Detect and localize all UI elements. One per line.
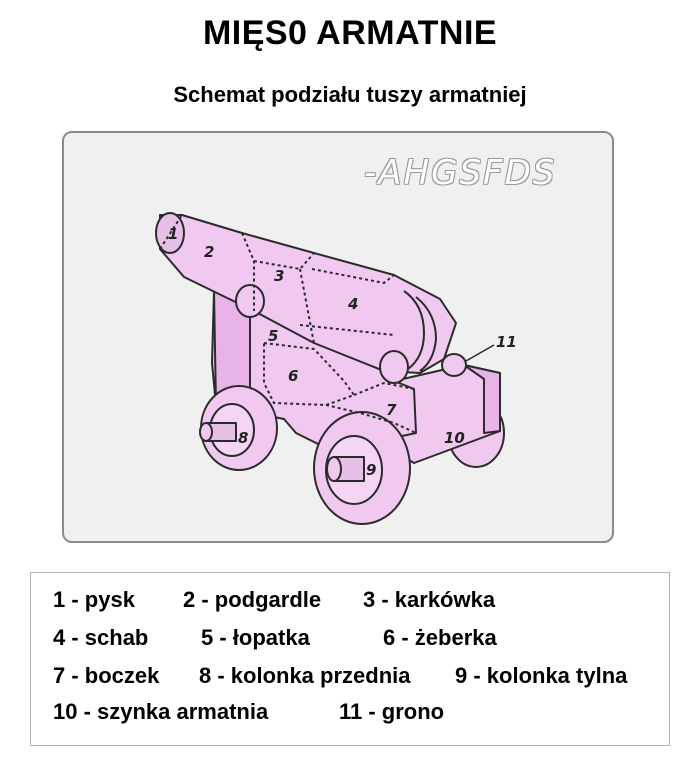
label-5: 5 — [268, 327, 279, 345]
label-7: 7 — [386, 401, 397, 419]
label-2: 2 — [204, 243, 215, 261]
label-6: 6 — [288, 367, 299, 385]
cannon-diagram-panel — [62, 131, 614, 543]
page-subtitle: Schemat podziału tuszy armatniej — [173, 82, 527, 107]
legend-item: 3 - karkówka — [363, 587, 496, 612]
legend-item: 9 - kolonka tylna — [455, 663, 628, 688]
legend-item: 4 - schab — [53, 625, 149, 650]
legend-item: 1 - pysk — [53, 587, 135, 612]
legend-item: 10 - szynka armatnia — [53, 699, 269, 724]
page-title: MIĘS0 ARMATNIE — [202, 14, 498, 52]
watermark: -AHGSFDS — [364, 153, 557, 193]
label-11: 11 — [496, 333, 517, 351]
label-4: 4 — [348, 295, 359, 313]
legend-item: 2 - podgardle — [183, 587, 322, 612]
legend-item: 11 - grono — [339, 699, 445, 724]
legend-item: 7 - boczek — [53, 663, 160, 688]
legend-item: 5 - łopatka — [201, 625, 310, 650]
cannon-diagram — [64, 133, 614, 543]
cascabel-knob — [442, 354, 466, 376]
legend-item: 8 - kolonka przednia — [199, 663, 411, 688]
label-1: 1 — [168, 225, 179, 243]
label-10: 10 — [444, 429, 465, 447]
legend-item: 6 - żeberka — [383, 625, 497, 650]
label-8: 8 — [238, 429, 249, 447]
label-9: 9 — [366, 461, 377, 479]
label-3: 3 — [274, 267, 285, 285]
legend — [30, 572, 670, 746]
